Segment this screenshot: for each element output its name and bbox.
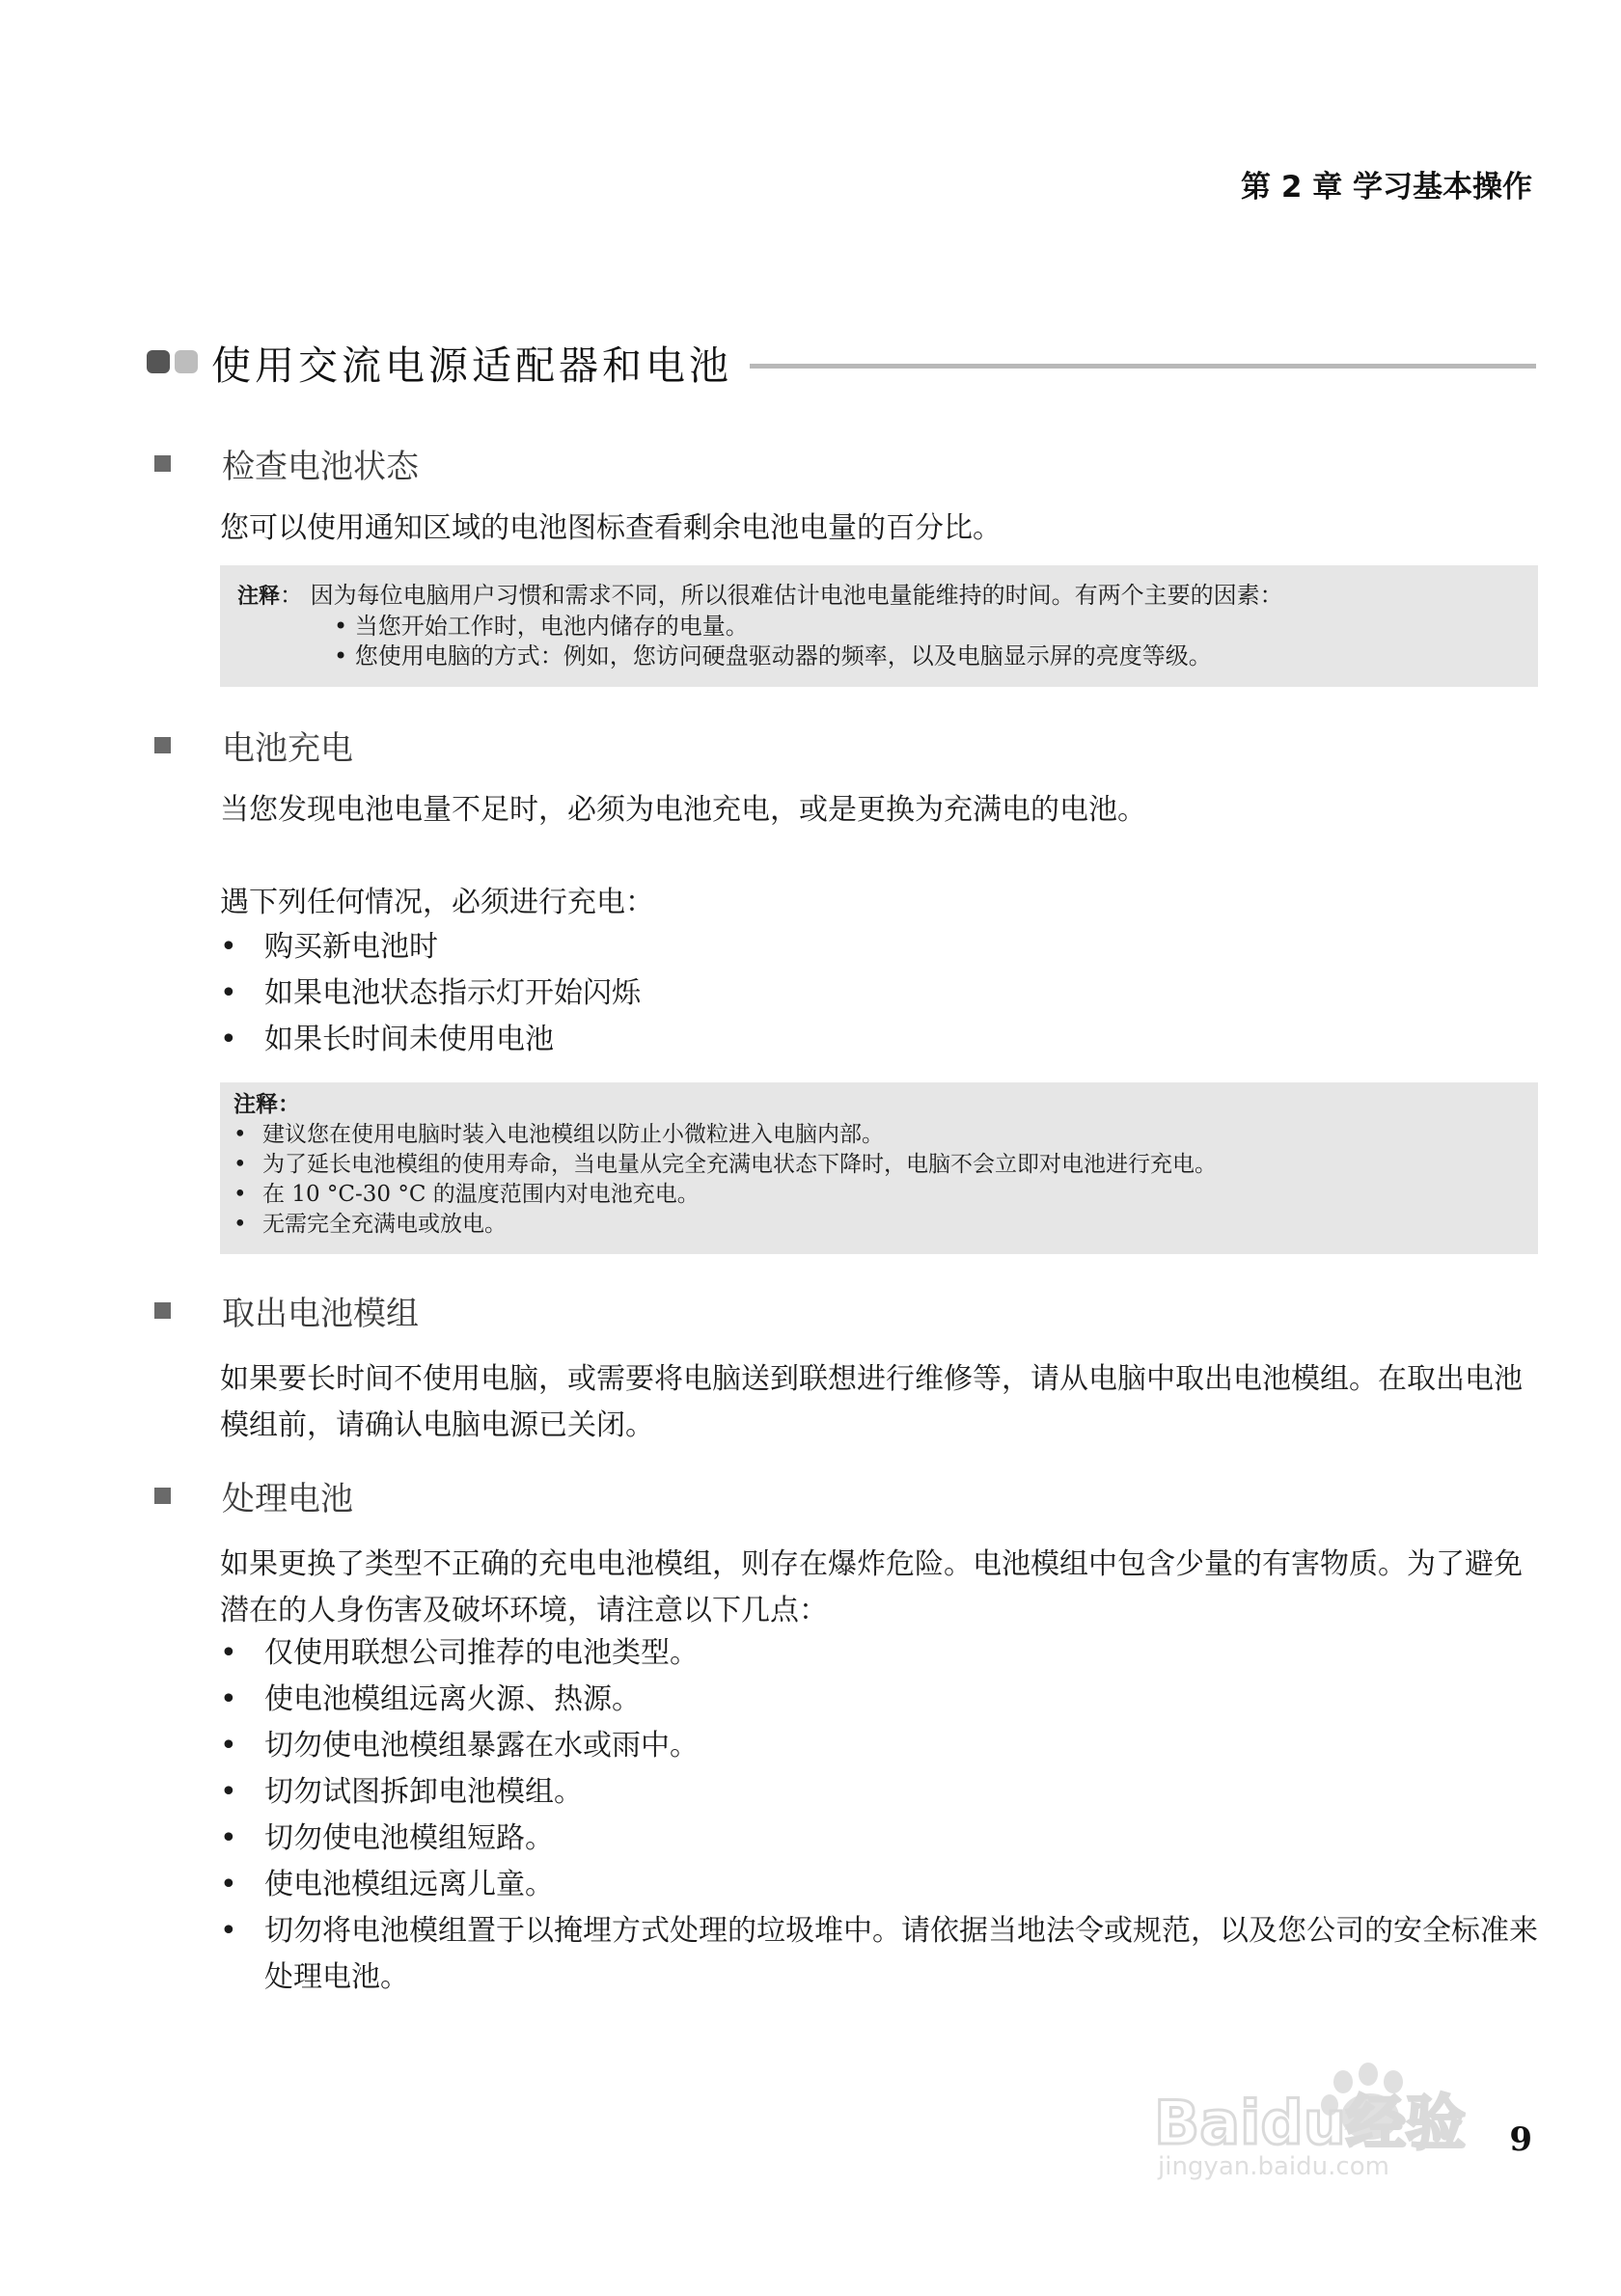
square-bullet-icon: [154, 1488, 171, 1504]
charging-intro: 遇下列任何情况，必须进行充电：: [220, 886, 654, 919]
section-marker-icon: [147, 350, 198, 373]
charging-list: [220, 924, 1538, 1063]
note-label: 注释：: [234, 1092, 300, 1117]
disposal-list: [220, 1630, 1538, 2001]
note-label: 注释: [237, 585, 281, 609]
check-battery-paragraph: 您可以使用通知区域的电池图标查看剩余电池电量的百分比。: [220, 511, 1002, 545]
note-item: • 您使用电脑的方式：例如，您访问硬盘驱动器的频率，以及电脑显示屏的亮度等级。: [334, 642, 1212, 670]
section-title-row: [147, 328, 1536, 396]
subheading-text: 取出电池模组: [222, 1295, 419, 1333]
list-item: • 使电池模组远离火源、热源。: [220, 1682, 641, 1716]
list-item: • 切勿使电池模组暴露在水或雨中。: [220, 1729, 699, 1763]
note-item: • 无需完全充满电或放电。: [234, 1212, 507, 1237]
page-number: 9: [1509, 2120, 1532, 2159]
square-bullet-icon: [154, 455, 171, 472]
note-list: [234, 1120, 1525, 1240]
list-item: • 如果长时间未使用电池: [220, 1023, 554, 1056]
square-bullet-icon: [154, 1302, 171, 1319]
subheading-text: 处理电池: [222, 1480, 353, 1518]
baidu-jingyan-watermark-icon: [1154, 2061, 1536, 2180]
subheading-disposal: [154, 1472, 353, 1519]
square-bullet-icon: [154, 737, 171, 753]
section-rule: [750, 364, 1536, 369]
note-item: • 在 10 °C-30 °C 的温度范围内对电池充电。: [234, 1182, 700, 1207]
list-item: • 使电池模组远离儿童。: [220, 1868, 554, 1901]
watermark-brand: Baidu经验: [1154, 2088, 1466, 2158]
note-line: 注释： 因为每位电脑用户习惯和需求不同，所以很难估计电池电量能维持的时间。有两个主要的因素：: [237, 582, 1283, 609]
subheading-text: 电池充电: [222, 729, 353, 768]
list-item: • 购买新电池时: [220, 930, 438, 964]
remove-paragraph: 如果要长时间不使用电脑，或需要将电脑送到联想进行维修等，请从电脑中取出电池模组。在取出电池模组前，请确认电脑电源已关闭。: [220, 1362, 1523, 1442]
charging-paragraph: 当您发现电池电量不足时，必须为电池充电，或是更换为充满电的电池。: [220, 793, 1146, 827]
subheading-check-battery: [154, 440, 419, 487]
note-text: 因为每位电脑用户习惯和需求不同，所以很难估计电池电量能维持的时间。有两个主要的因素：: [310, 582, 1283, 609]
watermark-url: jingyan.baidu.com: [1158, 2152, 1389, 2180]
subheading-text: 检查电池状态: [222, 448, 419, 486]
subheading-charging: [154, 722, 353, 769]
chapter-header: 第 2 章 学习基本操作: [1241, 170, 1532, 205]
list-item: • 切勿试图拆卸电池模组。: [220, 1775, 583, 1809]
note-item: • 建议您在使用电脑时装入电池模组以防止小微粒进入电脑内部。: [234, 1122, 884, 1147]
note-item: • 为了延长电池模组的使用寿命，当电量从完全充满电状态下降时，电脑不会立即对电池进行充电。: [234, 1152, 1217, 1177]
list-item: • 仅使用联想公司推荐的电池类型。: [220, 1636, 699, 1670]
note-item: • 当您开始工作时，电池内储存的电量。: [334, 613, 749, 640]
list-item: • 如果电池状态指示灯开始闪烁: [220, 976, 641, 1010]
list-item: • 切勿将电池模组置于以掩埋方式处理的垃圾堆中。请依据当地法令或规范，以及您公司的安全标准来处理电池。: [220, 1914, 1538, 1994]
section-title: 使用交流电源适配器和电池: [211, 342, 732, 389]
note-box-charging: [220, 1082, 1538, 1254]
subheading-remove: [154, 1287, 419, 1334]
disposal-paragraph: 如果更换了类型不正确的充电电池模组，则存在爆炸危险。电池模组中包含少量的有害物质。为了避免潜在的人身伤害及破坏环境，请注意以下几点：: [220, 1547, 1523, 1627]
list-item: • 切勿使电池模组短路。: [220, 1821, 554, 1855]
note-box-battery-life: [220, 565, 1538, 687]
